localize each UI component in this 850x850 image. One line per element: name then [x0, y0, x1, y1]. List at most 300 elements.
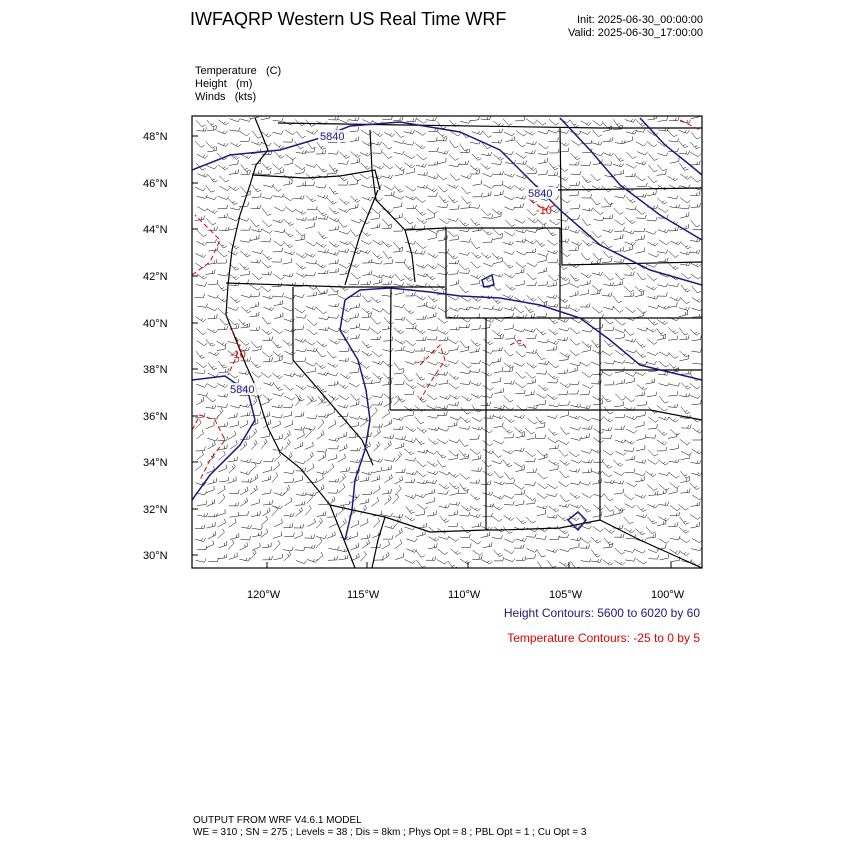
- wind-barb: [483, 318, 494, 322]
- wind-barb: [571, 437, 582, 441]
- lat-label-48: 48°N: [143, 131, 168, 143]
- wind-barb: [461, 362, 471, 368]
- wind-barb: [208, 362, 217, 369]
- wind-barb: [384, 525, 395, 528]
- wind-barb: [547, 295, 558, 299]
- lat-label-38: 38°N: [143, 364, 168, 376]
- wind-barb: [615, 220, 625, 225]
- wind-barb: [263, 556, 273, 560]
- wind-barb: [373, 518, 379, 528]
- wind-barb: [657, 447, 667, 451]
- wind-barb: [283, 258, 292, 264]
- wind-barb: [515, 280, 524, 286]
- wind-barb: [427, 327, 438, 331]
- wind-barb: [209, 352, 220, 356]
- wind-barb: [549, 137, 559, 141]
- wind-barb: [592, 471, 603, 474]
- wind-barb: [197, 304, 207, 308]
- wind-barb: [461, 175, 472, 178]
- wind-barb: [439, 196, 448, 203]
- wind-barb: [472, 406, 482, 413]
- wind-barb: [449, 346, 459, 351]
- wind-barb: [438, 308, 449, 313]
- wind-barb: [615, 329, 626, 332]
- wind-barb: [229, 274, 239, 280]
- wind-barb: [547, 493, 558, 496]
- wind-barb: [558, 482, 568, 487]
- wind-barb: [428, 285, 438, 292]
- wind-barb: [659, 352, 670, 356]
- wind-barb: [636, 247, 645, 253]
- wind-barb: [459, 161, 469, 165]
- wind-barb: [318, 419, 324, 429]
- wind-barb: [252, 273, 262, 279]
- wind-barb: [240, 251, 250, 257]
- wind-barb: [503, 242, 514, 245]
- nv-ut-border: [390, 287, 391, 410]
- wind-barb: [362, 120, 373, 124]
- wind-barb: [438, 151, 449, 155]
- wind-barb: [560, 383, 571, 388]
- wind-barb: [206, 165, 217, 169]
- wind-barb: [251, 142, 262, 146]
- wind-barb: [483, 415, 493, 419]
- wind-barb: [273, 293, 283, 297]
- wind-barb: [658, 116, 668, 121]
- wind-barb: [372, 261, 383, 265]
- wind-barb: [273, 118, 283, 122]
- wind-barb: [250, 260, 260, 264]
- wind-barb: [548, 373, 558, 379]
- wind-barb: [558, 391, 568, 395]
- wind-barb: [692, 400, 702, 405]
- wind-barb: [536, 240, 546, 247]
- wind-barb: [449, 483, 459, 490]
- wind-barb: [648, 305, 659, 308]
- mt-wy-border: [405, 228, 446, 230]
- wind-barb: [693, 313, 703, 317]
- wind-barb: [318, 372, 329, 376]
- wind-barb: [229, 464, 236, 474]
- wind-barb: [350, 196, 360, 203]
- wind-barb: [393, 514, 403, 518]
- wind-barb: [218, 554, 228, 559]
- wind-barb: [580, 303, 590, 307]
- wind-barb: [394, 381, 404, 385]
- wind-barb: [274, 554, 283, 560]
- wind-barb: [351, 520, 359, 528]
- wind-barb: [240, 226, 250, 230]
- wind-barb: [395, 316, 405, 320]
- wind-barb: [417, 560, 426, 567]
- wind-barb: [603, 251, 612, 258]
- wind-barb: [604, 511, 613, 517]
- wind-barb: [349, 127, 359, 132]
- wind-barb: [217, 131, 228, 134]
- wind-barb: [307, 519, 315, 527]
- wind-barb: [448, 421, 457, 427]
- wind-barb: [306, 223, 315, 229]
- wind-barb: [527, 295, 537, 301]
- wind-barb: [229, 519, 237, 528]
- wind-barb: [284, 159, 293, 165]
- wind-barb: [527, 273, 537, 280]
- wind-barb: [448, 472, 458, 477]
- wind-barb: [593, 505, 603, 511]
- wind-barb: [263, 357, 273, 362]
- wind-barb: [427, 264, 437, 269]
- wind-barb: [307, 452, 314, 462]
- wind-barb: [647, 141, 657, 147]
- wind-barb: [437, 137, 447, 141]
- wind-barb: [604, 538, 613, 545]
- wind-barb: [349, 495, 360, 498]
- wind-barb: [569, 291, 578, 297]
- wind-barb: [349, 280, 359, 284]
- wind-barb: [660, 554, 669, 560]
- wind-barb: [471, 394, 482, 398]
- wind-barb: [328, 454, 337, 460]
- wind-barb: [316, 242, 326, 247]
- wind-barb: [526, 119, 536, 124]
- wind-barb: [428, 253, 439, 257]
- wind-barb: [514, 484, 524, 489]
- wind-barb: [393, 196, 404, 199]
- wind-barb: [327, 351, 336, 358]
- wind-barb: [669, 227, 679, 231]
- wind-barb: [394, 140, 405, 143]
- wind-barb: [274, 300, 283, 306]
- wind-barb: [537, 450, 547, 456]
- wind-barb: [382, 325, 392, 330]
- wind-barb: [317, 449, 328, 453]
- wind-barb: [482, 428, 493, 433]
- wind-barb: [483, 339, 493, 345]
- wind-barb: [416, 283, 427, 287]
- wind-barb: [450, 141, 459, 148]
- wind-barb: [406, 118, 416, 122]
- wind-barb: [206, 339, 215, 346]
- wind-barb: [261, 398, 269, 405]
- wind-barb: [549, 465, 558, 471]
- wind-barb: [558, 319, 569, 323]
- wind-barb: [393, 494, 399, 504]
- wind-barb: [329, 226, 339, 231]
- ca-nv-border: [293, 287, 373, 465]
- wind-barb: [229, 169, 239, 174]
- wind-barb: [547, 346, 557, 350]
- wind-barb: [406, 319, 416, 325]
- wind-barb: [493, 416, 504, 419]
- wind-barb: [284, 219, 294, 226]
- wind-barb: [273, 194, 284, 198]
- wind-barb: [329, 328, 340, 332]
- wind-barb: [560, 401, 570, 405]
- wind-barb: [372, 361, 383, 364]
- wind-barb: [560, 353, 571, 358]
- wind-barb: [537, 510, 546, 516]
- wind-barb: [395, 553, 404, 560]
- wind-barb: [195, 525, 205, 529]
- wind-barb: [284, 533, 294, 537]
- wind-barb: [470, 275, 481, 279]
- wind-barb: [582, 468, 592, 473]
- wind-barb: [582, 208, 593, 212]
- wind-barb: [581, 450, 592, 453]
- wind-barb: [494, 367, 503, 373]
- wind-barb: [536, 400, 545, 405]
- wind-barb: [582, 385, 593, 389]
- wind-barb: [679, 328, 688, 335]
- wind-barb: [527, 263, 538, 267]
- wind-barb: [548, 130, 559, 133]
- wind-barb: [360, 498, 369, 504]
- wind-barb: [218, 165, 228, 170]
- wind-barb: [602, 186, 612, 192]
- wind-barb: [350, 303, 360, 308]
- wind-barb: [196, 351, 205, 358]
- wind-barb: [504, 417, 514, 423]
- wind-barb: [615, 560, 626, 565]
- wind-barb: [351, 174, 361, 181]
- wind-barb: [416, 242, 426, 248]
- wind-barb: [294, 374, 305, 377]
- wind-barb: [548, 379, 558, 383]
- wind-barb: [338, 220, 347, 227]
- wind-barb: [470, 435, 480, 440]
- wind-barb: [494, 388, 503, 394]
- wind-barb: [272, 414, 283, 418]
- wind-barb: [197, 174, 208, 177]
- wind-barb: [459, 264, 469, 270]
- wind-barb: [626, 196, 636, 203]
- wind-barb: [691, 220, 700, 227]
- wind-barb: [460, 381, 470, 385]
- wind-barb: [284, 478, 294, 482]
- wind-barb: [460, 286, 469, 293]
- wind-barb: [349, 204, 358, 210]
- wind-barb: [197, 230, 207, 236]
- wind-barb: [559, 450, 569, 457]
- wind-barb: [208, 246, 218, 251]
- wind-barb: [328, 116, 338, 120]
- wind-barb: [593, 314, 603, 318]
- wind-barb: [350, 400, 359, 406]
- wind-barb: [681, 285, 690, 292]
- field-height-unit: (m): [235, 78, 253, 90]
- wind-barb: [516, 141, 526, 148]
- wind-barb: [317, 308, 327, 314]
- wind-barb: [648, 424, 658, 429]
- wind-barb: [636, 460, 647, 464]
- wind-barb: [647, 190, 656, 195]
- wind-barb: [482, 372, 493, 377]
- lat-label-40: 40°N: [143, 318, 168, 330]
- wind-barb: [669, 473, 679, 479]
- wind-barb: [504, 174, 515, 177]
- wind-barb: [615, 227, 625, 231]
- wind-barb: [614, 360, 625, 364]
- wind-barb: [274, 492, 285, 495]
- wind-barb: [417, 427, 427, 433]
- wind-barb: [615, 154, 624, 161]
- wind-barb: [427, 312, 436, 318]
- wind-barb: [362, 259, 372, 263]
- wind-barb: [404, 263, 413, 270]
- wind-barb: [603, 560, 613, 566]
- wind-barb: [582, 186, 592, 192]
- wind-barb: [318, 250, 329, 254]
- wind-barb: [327, 464, 334, 474]
- wind-barb: [505, 284, 515, 290]
- wind-barb: [218, 251, 228, 257]
- wind-barb: [559, 356, 569, 361]
- wind-barb: [494, 471, 504, 478]
- wind-barb: [327, 531, 335, 538]
- wind-barb: [415, 417, 424, 424]
- wind-barb: [460, 307, 471, 311]
- wind-barb: [515, 219, 526, 223]
- wind-barb: [318, 270, 328, 274]
- wind-barb: [417, 154, 427, 160]
- wind-barb: [594, 217, 604, 221]
- wind-barb: [449, 270, 459, 274]
- wind-barb: [197, 393, 208, 397]
- wind-barb: [461, 407, 471, 414]
- wind-barb: [582, 194, 592, 198]
- wind-barb: [626, 206, 637, 210]
- wind-barb: [636, 161, 647, 164]
- wind-barb: [241, 165, 250, 172]
- wind-barb: [504, 313, 514, 318]
- wind-barb: [669, 138, 679, 142]
- wind-barb: [549, 163, 558, 170]
- wind-barb: [350, 394, 360, 401]
- wind-barb: [528, 218, 538, 224]
- wind-barb: [559, 460, 569, 466]
- wind-barb: [273, 532, 282, 539]
- wind-barb: [657, 406, 667, 412]
- wind-barb: [415, 131, 426, 136]
- wind-barb: [603, 543, 613, 548]
- wind-barb: [427, 192, 437, 196]
- wind-barb: [690, 515, 701, 520]
- wind-barb: [516, 556, 526, 561]
- wind-barb: [527, 468, 537, 472]
- wind-barb: [680, 517, 689, 524]
- wind-barb: [492, 253, 502, 259]
- wind-barb: [437, 451, 446, 458]
- wind-barb: [492, 139, 502, 143]
- wind-barb: [460, 473, 470, 479]
- wind-barb: [635, 228, 645, 232]
- wind-barb: [340, 308, 351, 312]
- wind-barb: [494, 406, 505, 410]
- wind-barb: [615, 334, 624, 339]
- wind-barb: [625, 456, 635, 461]
- wind-barb: [470, 170, 480, 174]
- wind-barb: [382, 175, 393, 179]
- wind-barb: [526, 248, 536, 253]
- wind-barb: [591, 550, 600, 557]
- wind-barb: [648, 460, 659, 465]
- wind-barb: [548, 259, 558, 263]
- wind-barb: [504, 307, 515, 310]
- wind-barb: [250, 327, 260, 331]
- wind-barb: [350, 447, 360, 451]
- wind-barb: [395, 170, 404, 176]
- 42n-border: [226, 283, 445, 287]
- lat-label-30: 30°N: [143, 550, 168, 562]
- wind-barb: [448, 218, 459, 221]
- or-id-border: [345, 190, 378, 285]
- wind-barb: [296, 315, 307, 319]
- wind-barb: [482, 191, 491, 197]
- wind-barb: [648, 491, 658, 496]
- wind-barb: [217, 259, 227, 263]
- lat-label-44: 44°N: [143, 224, 168, 236]
- wind-barb: [296, 230, 306, 237]
- wind-barb: [603, 462, 613, 469]
- wind-barb: [504, 132, 515, 136]
- wind-barb: [250, 220, 259, 227]
- wind-barb: [516, 161, 526, 165]
- wind-barb: [482, 440, 492, 446]
- wind-barb: [560, 548, 571, 551]
- wind-barb: [295, 120, 305, 126]
- wind-barb: [197, 127, 207, 131]
- wind-barb: [571, 171, 581, 175]
- wind-barb: [473, 180, 482, 186]
- wind-barb: [316, 350, 325, 357]
- wind-barb: [516, 251, 527, 255]
- wind-barb: [229, 160, 238, 165]
- wind-barb: [624, 549, 635, 553]
- wind-barb: [668, 404, 678, 408]
- wind-barb: [217, 297, 227, 303]
- wind-barb: [680, 198, 690, 203]
- wind-barb: [406, 225, 416, 229]
- wind-barb: [415, 197, 425, 203]
- wind-barb: [274, 452, 281, 462]
- wind-barb: [570, 181, 580, 185]
- wind-barb: [646, 286, 657, 290]
- wind-barb: [539, 158, 548, 164]
- wind-barb: [492, 209, 502, 215]
- wind-barb: [339, 395, 350, 400]
- wind-barb: [373, 278, 382, 284]
- lon-label-115: 115°W: [347, 589, 380, 601]
- wind-barb: [361, 163, 371, 170]
- wind-barb: [263, 507, 271, 516]
- wind-barb: [527, 229, 538, 233]
- wind-barb: [569, 416, 580, 419]
- wind-barb: [371, 328, 381, 333]
- wind-barb: [406, 538, 417, 541]
- wind-barb: [625, 504, 636, 508]
- wind-barb: [428, 427, 439, 431]
- wind-barb: [440, 396, 451, 399]
- wind-barb: [547, 515, 558, 519]
- wind-barb: [372, 351, 382, 357]
- wind-barb: [405, 241, 416, 245]
- footer-model-line: OUTPUT FROM WRF V4.6.1 MODEL: [193, 815, 362, 826]
- wind-barb: [439, 249, 449, 253]
- wind-barb: [459, 489, 469, 494]
- wind-barb: [594, 428, 604, 434]
- wind-barb: [382, 489, 392, 494]
- wind-barb: [536, 417, 545, 424]
